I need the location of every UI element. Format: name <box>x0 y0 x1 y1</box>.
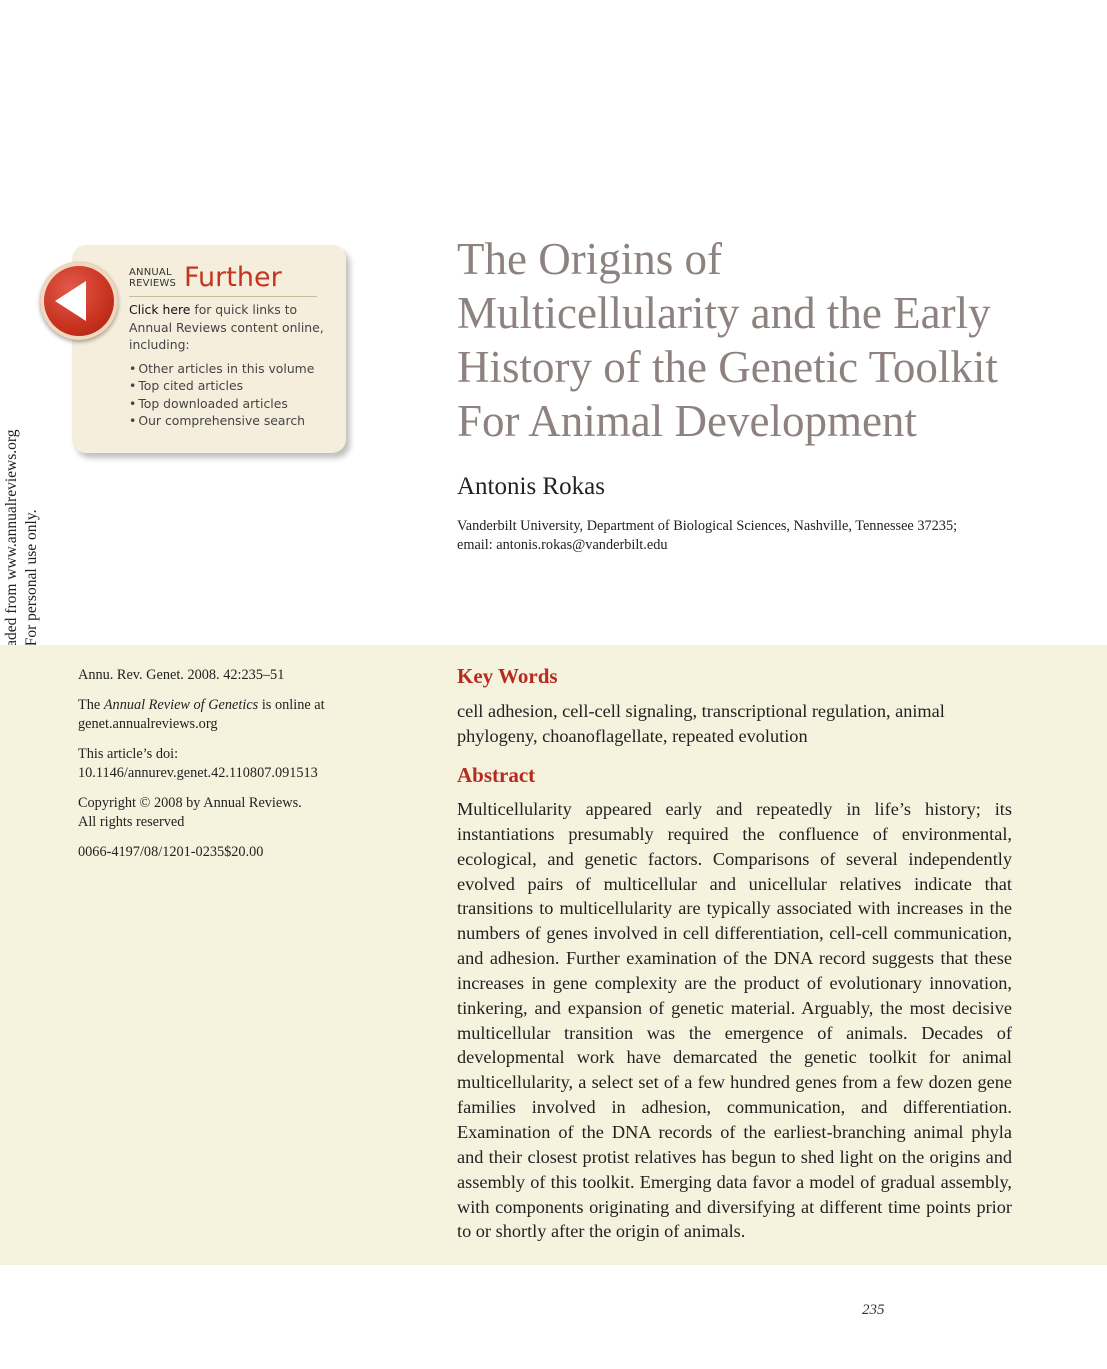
further-links <box>129 360 329 430</box>
page-number: 235 <box>862 1302 885 1318</box>
title-line-2: Multicellularity and the Early <box>457 288 991 338</box>
brand-divider <box>129 296 317 297</box>
doi-value: 10.1146/annurev.genet.42.110807.091513 <box>78 765 318 781</box>
left-arrow-icon[interactable] <box>40 262 118 340</box>
article-title <box>457 232 1077 448</box>
citation: Annu. Rev. Genet. 2008. 42:235–51 <box>78 667 285 683</box>
further-link-top-cited[interactable]: • Top cited articles <box>129 377 329 395</box>
abstract-text: Multicellularity appeared early and repeatedly in life’s history; its instantiations presumably required the confluence of environmental, ecological, and genetic factors. Comparisons of several independently evolved pairs of multicellular and unicellular relatives indicate that transitions to multicellularity are typically associated with increases in the numbers of genes involved in cell differentiation, cell-cell communication, and adhesion. Further examination of the DNA record suggests that these increases in gene complexity are the product of evolutionary innovation, tinkering, and expansion of genetic material. Arguably, the most decisive multicellular transition was the emergence of animals. Decades of developmental work have demarcated the genetic toolkit for animal multicellularity, a select set of a few hundred genes from a few dozen gene families involved in adhesion, communication, and differentiation. Examination of the DNA records of the earliest-branching animal phyla and their closest protist relatives has begun to shed light on the origins and assembly of this toolkit. Emerging data favor a model of gradual assembly, with components originating and diversifying at different time points prior to or shortly after the origin of animals. <box>457 799 1012 1242</box>
keywords-text: cell adhesion, cell-cell signaling, transcriptional regulation, animal phylogeny, choanoflagellate, repeated evolution <box>457 701 945 746</box>
online-post: is online at <box>258 697 325 713</box>
abstract-heading: Abstract <box>457 763 536 787</box>
brand-small <box>129 267 185 289</box>
further-intro-text: for quick links to Annual Reviews content online, including: <box>129 302 324 352</box>
further-intro <box>129 301 329 430</box>
copyright <box>78 794 348 832</box>
issn: 0066-4197/08/1201-0235$20.00 <box>78 844 264 860</box>
online-notice <box>78 696 348 734</box>
title-line-4: For Animal Development <box>457 396 917 446</box>
brand-annual: ANNUAL <box>129 267 172 278</box>
further-link-top-downloaded[interactable]: • Top downloaded articles <box>129 395 329 413</box>
click-here-link[interactable]: Click here <box>129 302 191 317</box>
online-pre: The <box>78 697 104 713</box>
author-name: Antonis Rokas <box>457 473 605 500</box>
doi-label: This article’s doi: <box>78 746 179 762</box>
further-link-other-articles[interactable]: • Other articles in this volume <box>129 360 329 378</box>
article-metadata <box>78 666 348 873</box>
title-line-1: The Origins of <box>457 234 722 284</box>
copyright-line-2: All rights reserved <box>78 814 185 830</box>
doi-block <box>78 745 348 783</box>
title-line-3: History of the Genetic Toolkit <box>457 342 998 392</box>
affiliation-email: email: antonis.rokas@vanderbilt.edu <box>457 537 668 553</box>
keywords-heading: Key Words <box>457 664 558 688</box>
journal-name: Annual Review of Genetics <box>103 697 259 713</box>
brand-reviews: REVIEWS <box>129 278 177 289</box>
journal-url[interactable]: genet.annualreviews.org <box>78 716 218 732</box>
affiliation <box>457 517 1057 555</box>
copyright-line-1: Copyright © 2008 by Annual Reviews. <box>78 795 302 811</box>
brand-further: Further <box>184 262 282 293</box>
affiliation-line-1: Vanderbilt University, Department of Biological Sciences, Nashville, Tennessee 37235; <box>457 518 958 534</box>
further-link-search[interactable]: • Our comprehensive search <box>129 412 329 430</box>
